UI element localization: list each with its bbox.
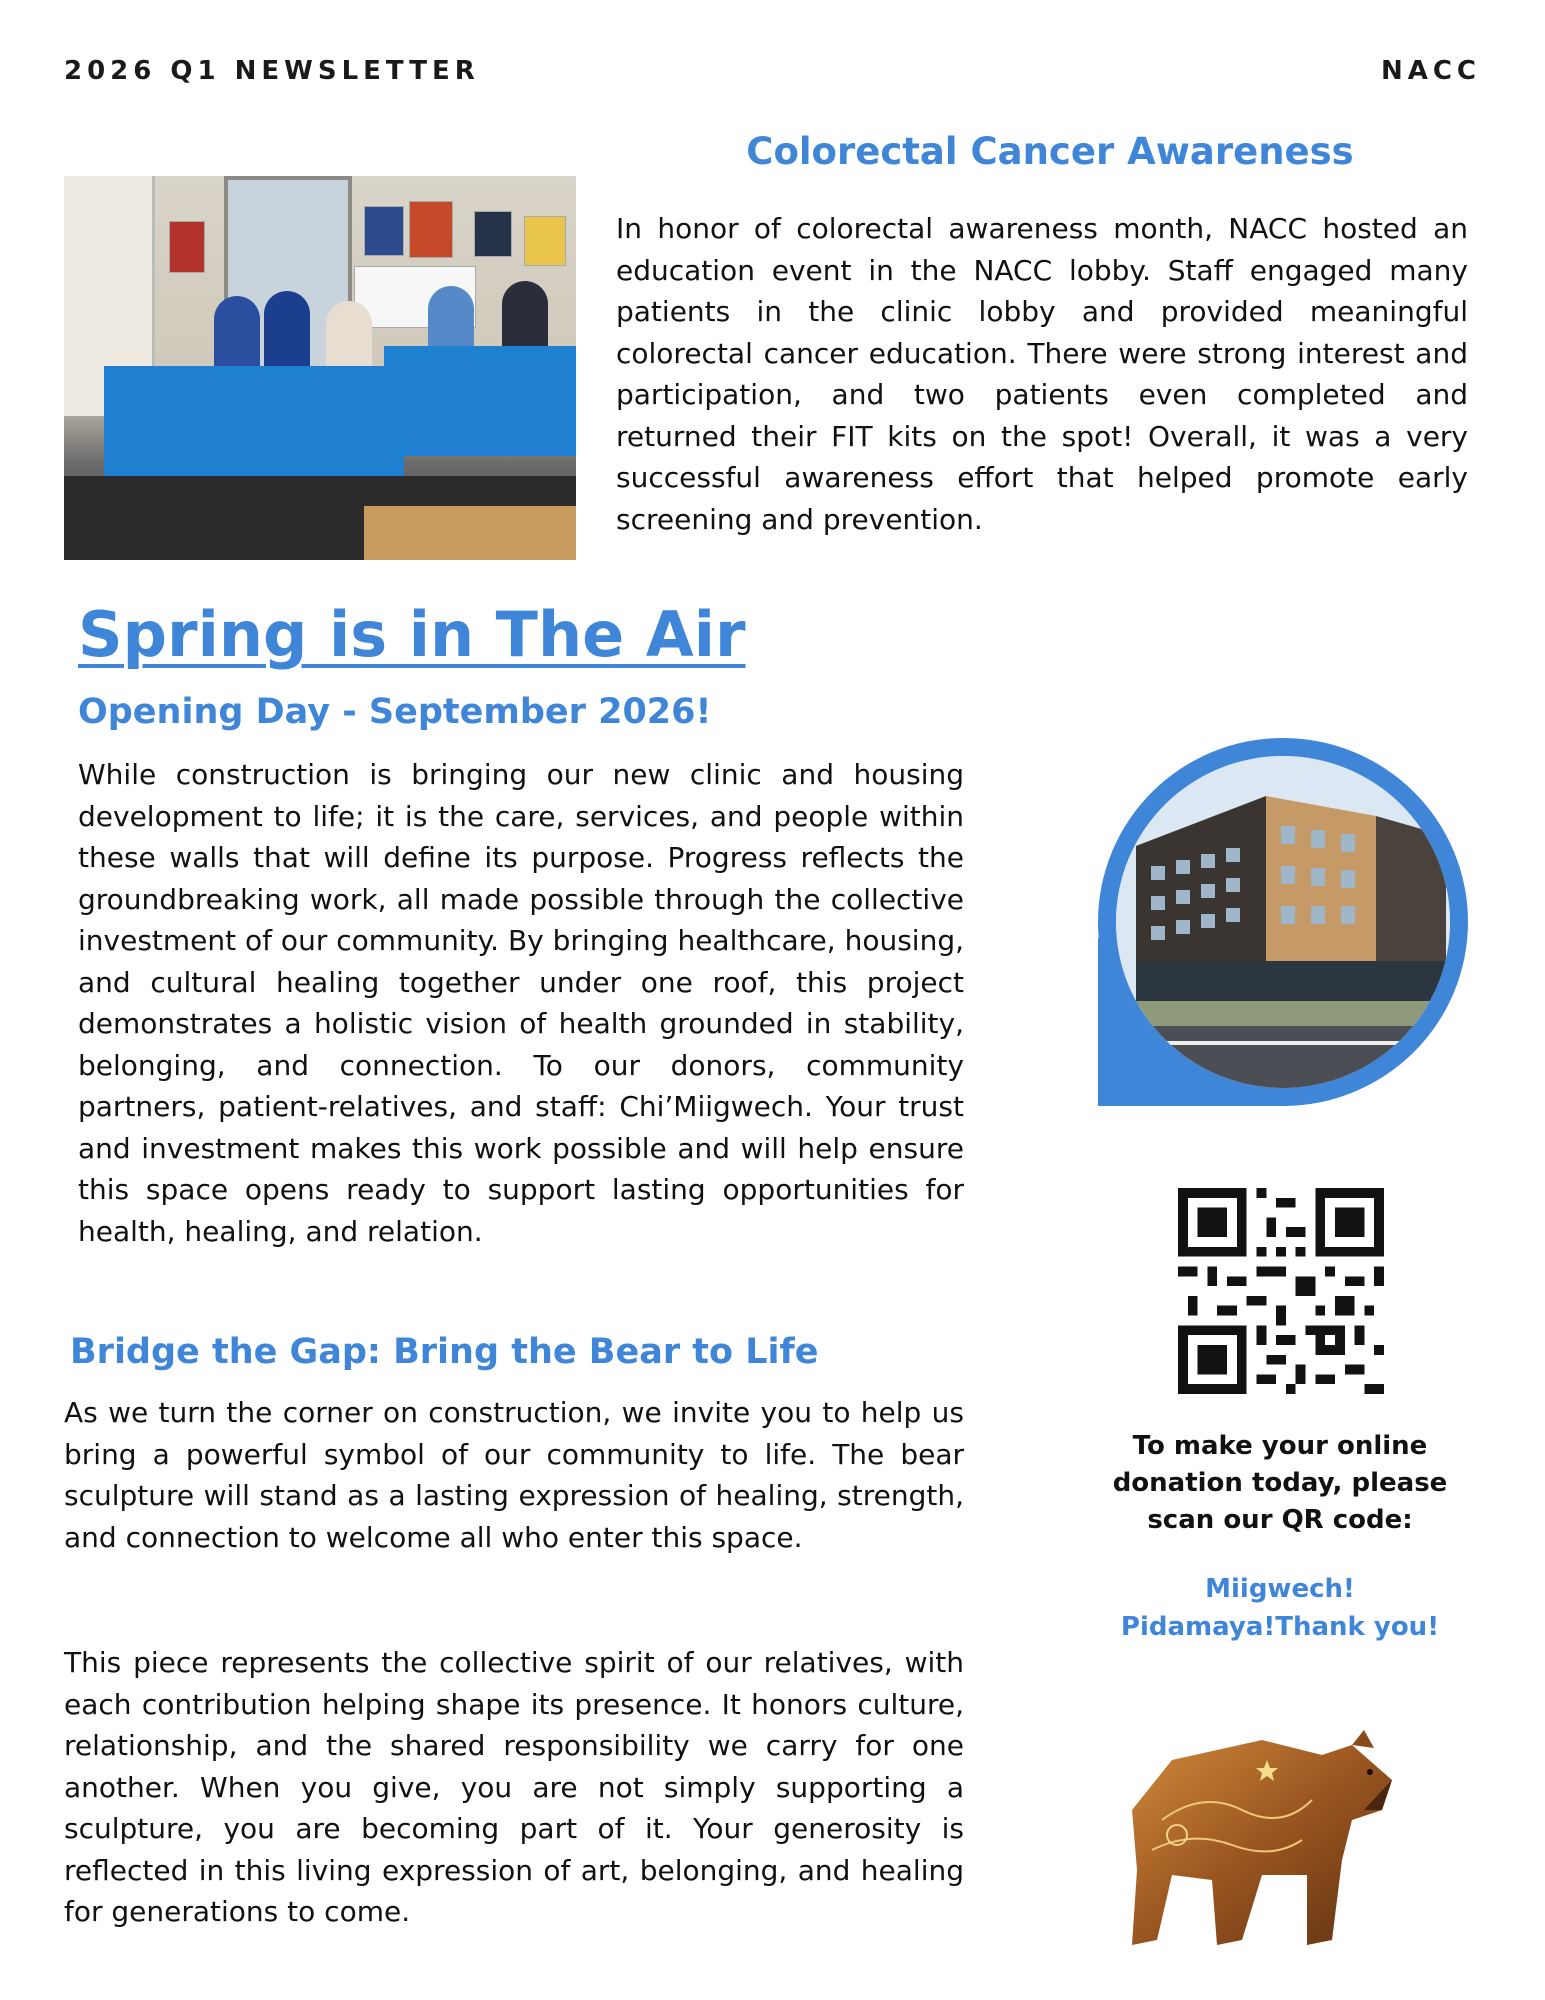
spring-body: While construction is bringing our new clinic and housing development to life; it is the care, services, and people within these walls that will define its purpose. Progress reflects the groundbreaking work, all made possible through the collective investment of our community. By bringing healthcare, housing, and cultural healing together under one roof, this project demonstrates a holistic vision of health grounded in stability, belonging, and connection. To our donors, community partners, patient-relatives, and staff: Chi’Miigwech. Your trust and investment makes this work possible and will help ensure this space opens ready to support lasting opportunities for health, healing, and relation.: [78, 758, 964, 1248]
spring-title: Spring is in The Air: [78, 598, 746, 671]
donation-qr-code[interactable]: [1178, 1188, 1384, 1394]
event-photo: [64, 176, 576, 560]
thanks-line-1: Miigwech!: [1205, 1574, 1355, 1604]
building-rendering: [1098, 738, 1468, 1106]
thanks-line-2: Pidamaya!Thank you!: [1120, 1612, 1440, 1642]
donation-line-1: To make your online: [1132, 1431, 1428, 1461]
building-illustration: [1116, 756, 1450, 1088]
bridge-paragraph-2: This piece represents the collective spirit of our relatives, with each contribution helping shape its presence. It honors culture, relationship, and the shared responsibility we carry for one another. When you give, you are not simply supporting a sculpture, you are becoming part of it. Your generosity is reflected in this living expression of art, belonging, and healing for generations to come.: [64, 1646, 964, 1928]
organization-name: NACC: [1380, 56, 1481, 86]
bridge-title: Bridge the Gap: Bring the Bear to Life: [70, 1332, 819, 1372]
bear-sculpture-image: [1102, 1700, 1402, 1970]
colorectal-title: Colorectal Cancer Awareness: [746, 130, 1354, 173]
newsletter-label: 2026 Q1 NEWSLETTER: [64, 56, 480, 86]
donation-line-3: scan our QR code:: [1147, 1505, 1413, 1535]
opening-day-subtitle: Opening Day - September 2026!: [78, 692, 712, 732]
thank-you-message: [1090, 1570, 1470, 1646]
donation-line-2: donation today, please: [1112, 1468, 1448, 1498]
colorectal-body: In honor of colorectal awareness month, NACC hosted an education event in the NACC lobby. Staff engaged many patients in the clinic lobby and provided meaningful colorectal cancer education. There were strong interest and participation, and two patients even completed and returned their FIT kits on the spot! Overall, it was a very successful awareness effort that helped promote early screening and prevention.: [616, 212, 1468, 536]
donation-instructions: [1090, 1428, 1470, 1539]
bridge-paragraph-1: As we turn the corner on construction, we invite you to help us bring a powerful symbol of our community to life. The bear sculpture will stand as a lasting expression of healing, strength, and connection to welcome all who enter this space.: [64, 1396, 964, 1554]
